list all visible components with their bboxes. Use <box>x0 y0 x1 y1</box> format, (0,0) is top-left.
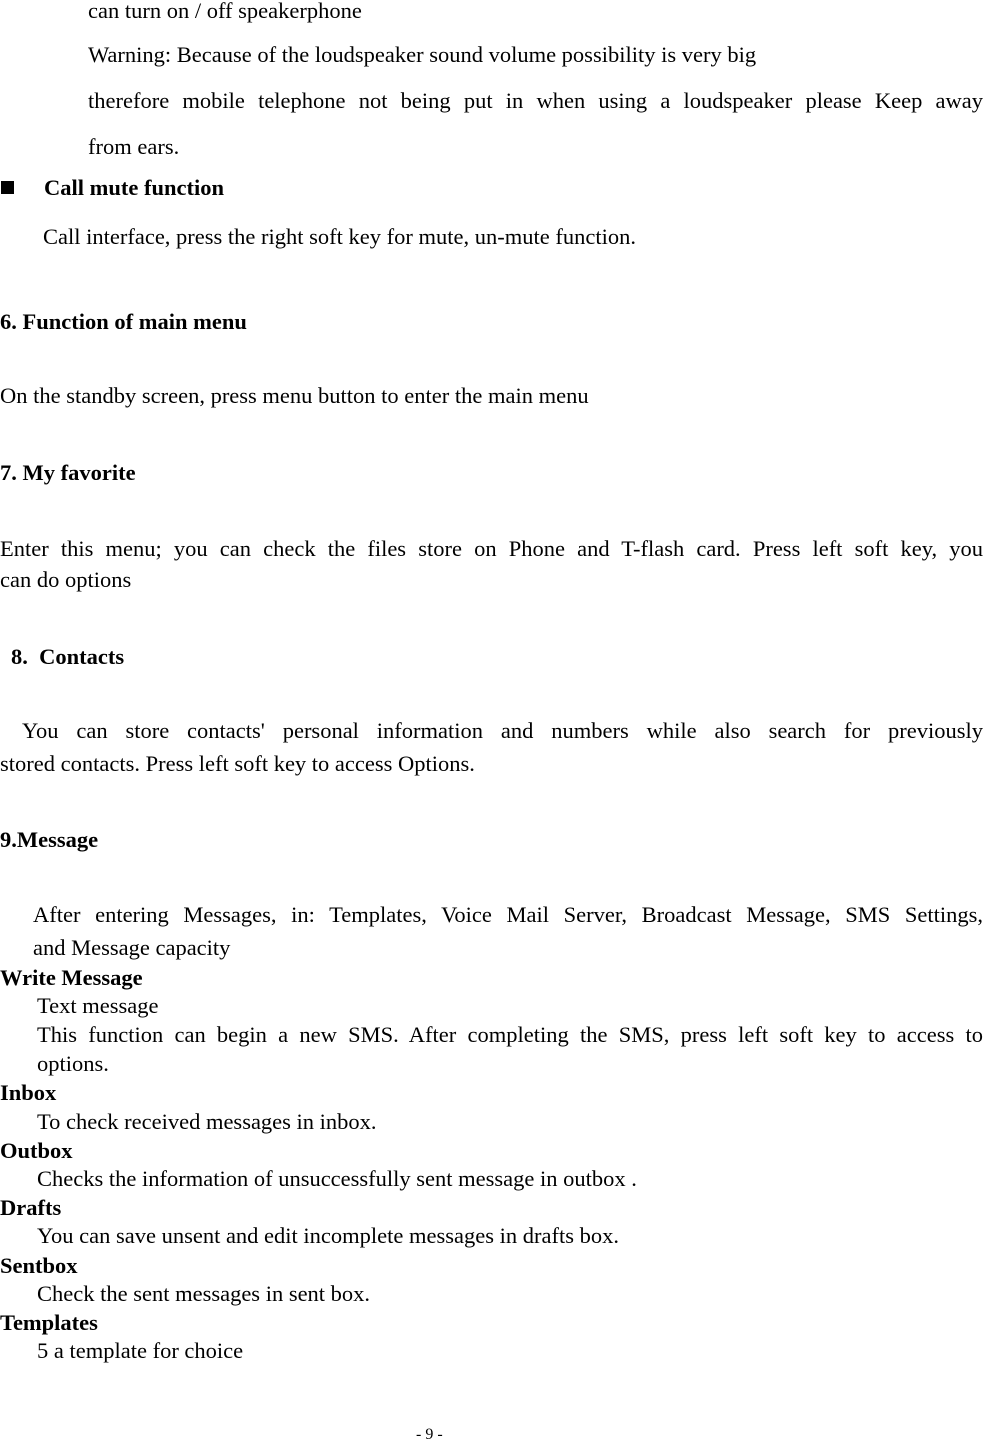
page-number: - 9 - <box>416 1426 443 1443</box>
write-message-desc-line-1: This function can begin a new SMS. After completing the SMS, press left soft key to access to <box>37 1022 983 1047</box>
section-7-body-line-1: Enter this menu; you can check the files store on Phone and T-flash card. Press left soft key, you <box>0 536 983 561</box>
inbox-desc: To check received messages in inbox. <box>37 1109 377 1134</box>
section-9-heading: 9.Message <box>0 827 99 852</box>
write-message-heading: Write Message <box>0 965 143 990</box>
section-6-heading: 6. Function of main menu <box>0 309 247 334</box>
section-7-heading: 7. My favorite <box>0 460 136 485</box>
mute-body: Call interface, press the right soft key for mute, un-mute function. <box>43 224 636 249</box>
speaker-warning-line-2: therefore mobile telephone not being put in when using a loudspeaker please Keep away <box>88 88 983 113</box>
sentbox-desc: Check the sent messages in sent box. <box>37 1281 371 1306</box>
outbox-heading: Outbox <box>0 1138 73 1163</box>
templates-desc: 5 a template for choice <box>37 1338 244 1363</box>
drafts-desc: You can save unsent and edit incomplete messages in drafts box. <box>37 1223 619 1248</box>
mute-heading: Call mute function <box>44 175 224 200</box>
section-8-body-line-2: stored contacts. Press left soft key to access Options. <box>0 751 475 776</box>
inbox-heading: Inbox <box>0 1080 57 1105</box>
section-8-body-line-1: You can store contacts' personal information and numbers while also search for previously <box>22 718 983 743</box>
outbox-desc: Checks the information of unsuccessfully sent message in outbox . <box>37 1166 637 1191</box>
sentbox-heading: Sentbox <box>0 1253 78 1278</box>
section-9-intro-line-1: After entering Messages, in: Templates, Voice Mail Server, Broadcast Message, SMS Settings, <box>33 902 983 927</box>
section-6-body: On the standby screen, press menu button to enter the main menu <box>0 383 589 408</box>
drafts-heading: Drafts <box>0 1195 62 1220</box>
square-bullet-icon <box>1 181 14 194</box>
write-message-sub: Text message <box>37 993 159 1018</box>
templates-heading: Templates <box>0 1310 98 1335</box>
section-9-intro-line-2: and Message capacity <box>33 935 231 960</box>
section-8-heading: 8. Contacts <box>11 644 125 669</box>
section-7-body-line-2: can do options <box>0 567 132 592</box>
speaker-warning-line-3: from ears. <box>88 134 180 159</box>
speaker-warning-line: Warning: Because of the loudspeaker sound volume possibility is very big <box>88 42 757 67</box>
speaker-line-1: can turn on / off speakerphone <box>88 0 362 23</box>
write-message-desc-line-2: options. <box>37 1051 109 1076</box>
